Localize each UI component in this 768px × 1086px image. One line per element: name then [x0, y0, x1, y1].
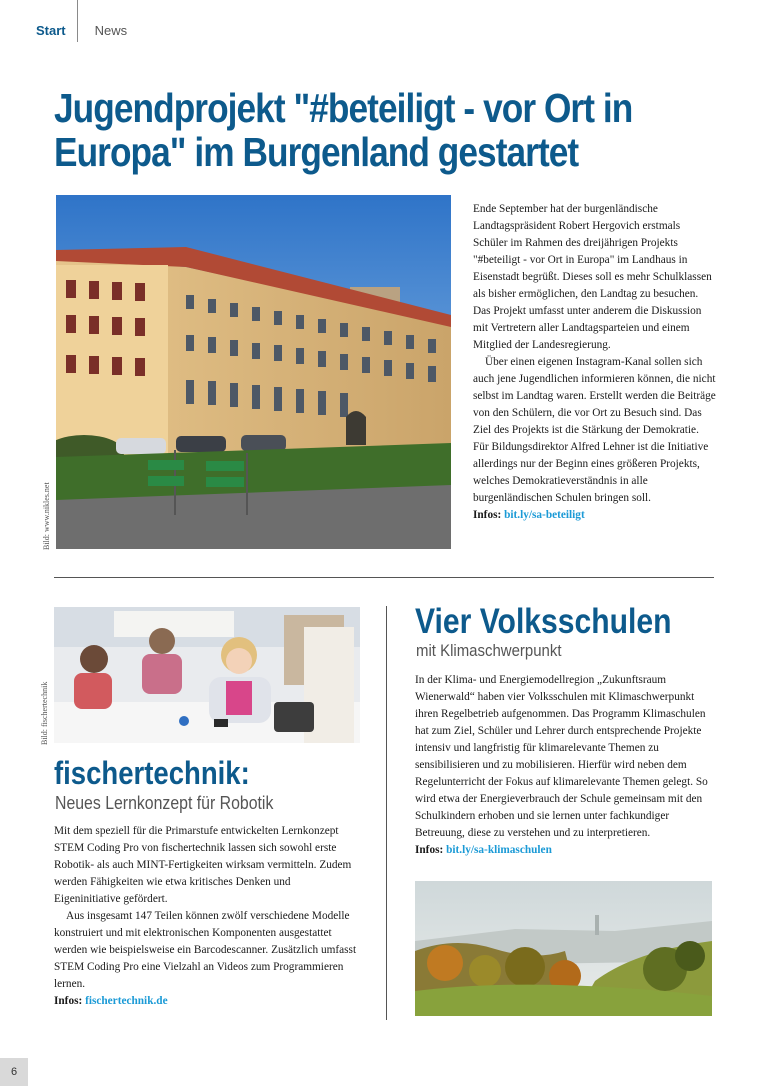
- wienerwald-illustration: [415, 881, 712, 1016]
- article2-paragraph-2: Aus insgesamt 147 Teilen können zwölf verschiedene Modelle konstruiert und mit elektronischen Komponenten ausgestattet werden wie beispielsweise ein Barcodescanner. Zusätzlich umfasst STEM Coding Pro eine Vielzahl an Videos zum Programmieren lernen.: [54, 910, 357, 990]
- beteiligt-link[interactable]: bit.ly/sa-beteiligt: [504, 509, 585, 521]
- landhaus-photo: [56, 195, 451, 549]
- article1-headline: [54, 86, 639, 174]
- fischertechnik-subtitle: Neues Lernkonzept für Robotik: [55, 793, 274, 813]
- article3-paragraph-1: In der Klima- und Energiemodellregion „Zukunftsraum Wienerwald“ haben vier Volksschulen mit Klimaschwerpunkt ihren Regelbetrieb aufgenommen. Das Programm Klimaschulen hat zum Ziel, Schüler und Lehrer durch entsprechende Projekte intensiv und langfristig für klimarelevante Themen zu sensibilisieren und zu mobilisieren. Hierfür wird neben dem Regelunterricht der Fokus auf klimarelevante Themen gelegt. So wird etwa der Energieverbrauch der Schule gemeinsam mit den Schulkindern erhoben und sie lernen unter fachkundiger Betreuung, diese zu verstehen und zu interpretieren.: [415, 674, 708, 839]
- article1-paragraph-1: Ende September hat der burgenländische Landtagspräsident Robert Hergovich erstmals Schüler im Rahmen des dreijährigen Projekts "#beteiligt - vor Ort in Europa" im Landhaus in Eisenstadt begrüßt. Dieses soll es mehr Schulklassen als bisher ermöglichen, den Landtag zu besuchen. Das Projekt umfasst unter anderem die Diskussion mit Vertretern aller Landtagsparteien und einem Mitglied der Landesregierung.: [473, 203, 712, 351]
- column-divider: [386, 606, 387, 1020]
- photo-credit-fischertechnik: Bild: fischertechnik: [40, 681, 49, 745]
- section-divider: [54, 577, 714, 578]
- article1-text: [473, 201, 716, 524]
- top-nav: [36, 18, 127, 42]
- page-number: 6: [0, 1058, 28, 1086]
- robotics-photo: [54, 607, 360, 743]
- infos-label: Infos:: [54, 995, 83, 1007]
- fischertechnik-title: fischertechnik:: [54, 755, 250, 791]
- photo-credit-landhaus: Bild: www.nikles.net: [42, 482, 51, 550]
- klimaschulen-link[interactable]: bit.ly/sa-klimaschulen: [446, 844, 552, 856]
- article1-infos: [473, 507, 716, 524]
- landhaus-illustration: [56, 195, 451, 549]
- article3-infos: [415, 842, 715, 859]
- nav-news-link[interactable]: News: [94, 22, 128, 38]
- robotics-illustration: [54, 607, 360, 743]
- nav-divider: [77, 0, 78, 42]
- volksschulen-subtitle: mit Klimaschwerpunkt: [416, 641, 562, 660]
- article2-paragraph-1: Mit dem speziell für die Primarstufe entwickelten Lernkonzept STEM Coding Pro von fischertechnik lassen sich sowohl erste Robotik- als auch MINT-Fertigkeiten wirksam vermitteln. Zudem werden Fähigkeiten wie etwa kritisches Denken und Eigeninitiative gefördert.: [54, 825, 352, 905]
- article2-text: [54, 823, 359, 1010]
- volksschulen-title: Vier Volksschulen: [415, 602, 672, 641]
- wienerwald-photo: [415, 881, 712, 1016]
- article3-text: [415, 672, 715, 859]
- infos-label: Infos:: [473, 509, 502, 521]
- nav-start-link[interactable]: Start: [36, 22, 66, 38]
- article2-infos: [54, 993, 359, 1010]
- fischertechnik-link[interactable]: fischertechnik.de: [85, 995, 168, 1007]
- article1-paragraph-2: Über einen eigenen Instagram-Kanal sollen sich auch jene Jugendlichen informieren können, die nicht selbst im Landtag waren. Erstellt werden die Beiträge von den Schülern, die vor Ort zu Besuch sind. Das Ziel des Projekts ist die Stärkung der Demokratie. Für Bildungsdirektor Alfred Lehner ist die Initiative allerdings nur der Beginn eines größeren Projekts, welches Demokratieverständnis in alle burgenländischen Schulen bringen soll.: [473, 356, 716, 504]
- infos-label: Infos:: [415, 844, 444, 856]
- headline-line-2: Europa" im Burgenland gestartet: [54, 129, 579, 175]
- headline-line-1: Jugendprojekt "#beteiligt - vor Ort in: [54, 85, 633, 131]
